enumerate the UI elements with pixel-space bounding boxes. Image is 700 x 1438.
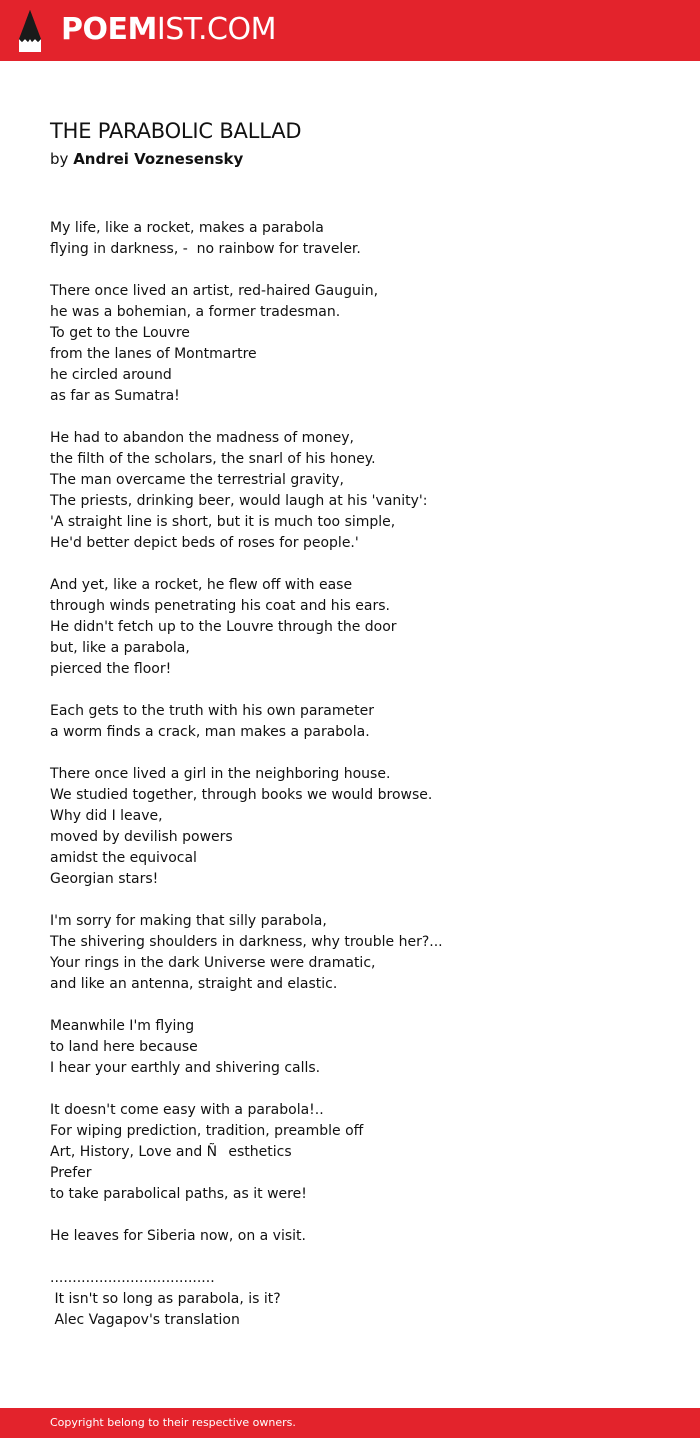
stanza-break: [50, 554, 670, 575]
poem-line: Each gets to the truth with his own parameter: [50, 703, 374, 719]
logo-bold-text: POEM: [61, 12, 157, 47]
poem-author: Andrei Voznesensky: [73, 150, 244, 168]
poem-line: through winds penetrating his coat and his ears.: [50, 598, 390, 614]
poem-line: amidst the equivocal: [50, 850, 197, 866]
stanza-break: [50, 1079, 670, 1100]
poem-body: [50, 218, 670, 1331]
poem-line: It isn't so long as parabola, is it?: [50, 1291, 281, 1307]
poem-line: from the lanes of Montmartre: [50, 346, 257, 362]
poem-line: He leaves for Siberia now, on a visit.: [50, 1228, 306, 1244]
poem-line: And yet, like a rocket, he flew off with ease: [50, 577, 353, 593]
logo-light-text: IST.COM: [156, 12, 276, 47]
poem-line: he was a bohemian, a former tradesman.: [50, 304, 341, 320]
poem-line: Your rings in the dark Universe were dramatic,: [50, 955, 376, 971]
stanza-break: [50, 260, 670, 281]
stanza-break: [50, 1205, 670, 1226]
stanza-break: [50, 407, 670, 428]
stanza-break: [50, 680, 670, 701]
poem-line: He didn't fetch up to the Louvre through the door: [50, 619, 397, 635]
poem-line: he circled around: [50, 367, 172, 383]
poem-line: 'A straight line is short, but it is much too simple,: [50, 514, 396, 530]
byline-prefix: by: [50, 150, 69, 168]
poem-line: pierced the floor!: [50, 661, 172, 677]
poem-line: to land here because: [50, 1039, 198, 1055]
poem-title: THE PARABOLIC BALLAD: [50, 119, 302, 143]
stanza-break: [50, 1247, 670, 1268]
poem-line: He had to abandon the madness of money,: [50, 430, 355, 446]
poem-line: Prefer: [50, 1165, 92, 1181]
poem-line: a worm finds a crack, man makes a parabola.: [50, 724, 370, 740]
poem-line: The man overcame the terrestrial gravity,: [50, 472, 344, 488]
poem-line: Georgian stars!: [50, 871, 159, 887]
poem-byline: [50, 148, 243, 170]
poem-line: There once lived an artist, red-haired Gauguin,: [50, 283, 379, 299]
poem-line: but, like a parabola,: [50, 640, 190, 656]
poem-line: The priests, drinking beer, would laugh at his 'vanity':: [50, 493, 428, 509]
poem-line: It doesn't come easy with a parabola!..: [50, 1102, 324, 1118]
poem-line: flying in darkness, - no rainbow for traveler.: [50, 241, 361, 257]
poem-line: I hear your earthly and shivering calls.: [50, 1060, 321, 1076]
poem-line: We studied together, through books we would browse.: [50, 787, 433, 803]
poem-line: and like an antenna, straight and elastic.: [50, 976, 338, 992]
site-footer: [0, 1408, 700, 1438]
poem-line: Why did I leave,: [50, 808, 163, 824]
poem-line: There once lived a girl in the neighboring house.: [50, 766, 391, 782]
poem-line: For wiping prediction, tradition, preamble off: [50, 1123, 364, 1139]
pencil-tip-icon: [18, 9, 42, 53]
poem-line: to take parabolical paths, as it were!: [50, 1186, 307, 1202]
poem-line: as far as Sumatra!: [50, 388, 180, 404]
poem-line: .....................................: [50, 1270, 215, 1286]
poem-line: My life, like a rocket, makes a parabola: [50, 220, 324, 236]
stanza-break: [50, 743, 670, 764]
poem-line: He'd better depict beds of roses for people.': [50, 535, 359, 551]
poem-line: To get to the Louvre: [50, 325, 190, 341]
footer-copyright: Copyright belong to their respective owners.: [50, 1416, 296, 1429]
site-header: [0, 0, 700, 61]
poem-line: The shivering shoulders in darkness, why trouble her?...: [50, 934, 443, 950]
poem-line: Meanwhile I'm flying: [50, 1018, 195, 1034]
poem-line: Art, History, Love and Ñesthetics: [50, 1144, 292, 1160]
poem-line: the filth of the scholars, the snarl of his honey.: [50, 451, 376, 467]
site-logo[interactable]: [61, 12, 276, 48]
poem-line: Alec Vagapov's translation: [50, 1312, 240, 1328]
poem-line: I'm sorry for making that silly parabola,: [50, 913, 327, 929]
stanza-break: [50, 890, 670, 911]
poem-line: moved by devilish powers: [50, 829, 233, 845]
stanza-break: [50, 995, 670, 1016]
